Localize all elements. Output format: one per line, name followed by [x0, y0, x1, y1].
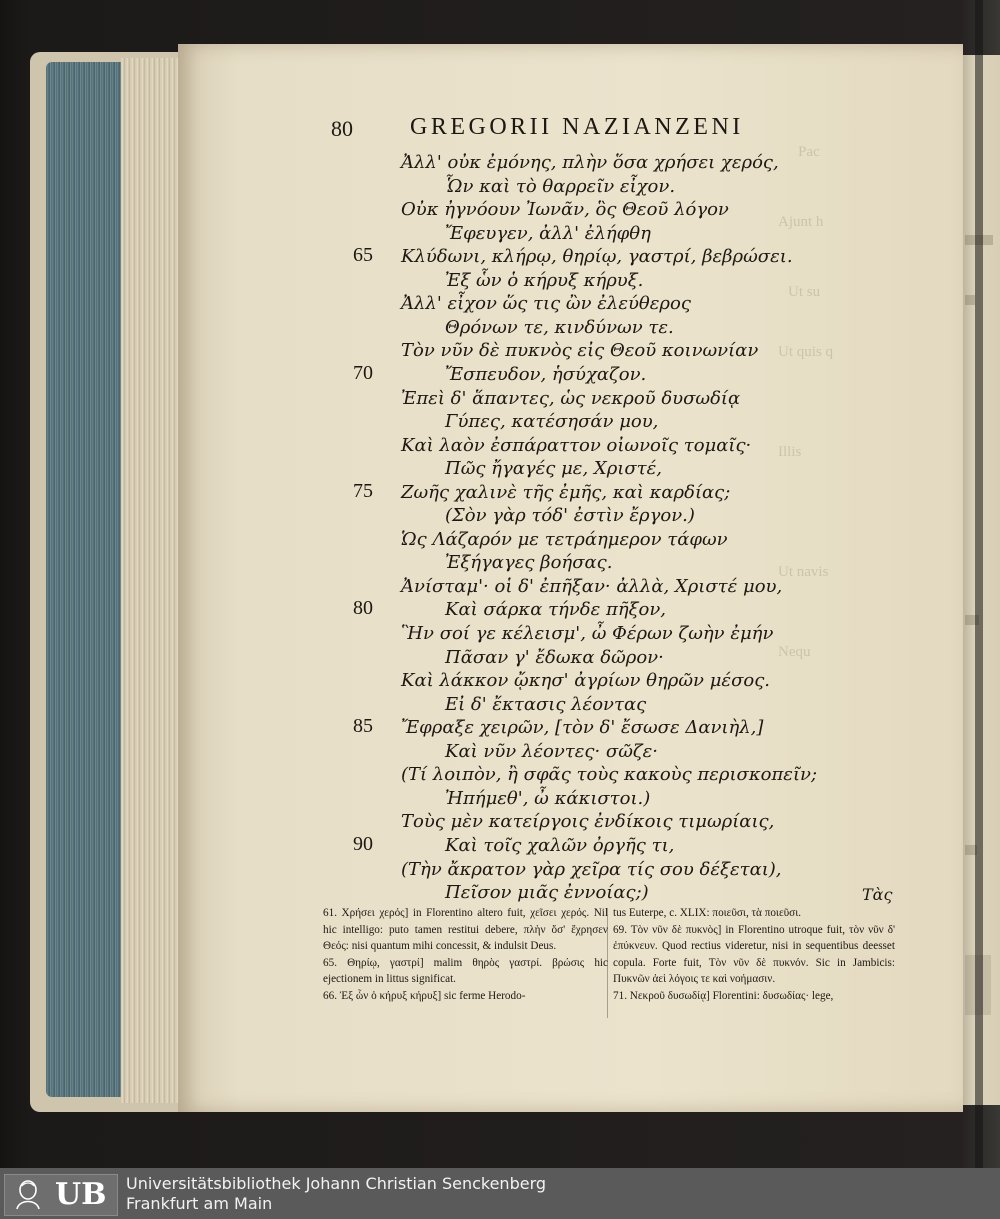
book-page: Pac Ajunt h Ut su Ut quis q Illis Ut navis Nequ — [178, 44, 963, 1112]
verse-line: Κλύδωνι, κλήρῳ, θηρίῳ, γαστρί, βεβρώσει. — [401, 246, 793, 268]
verse-line: Πᾶσαν γ' ἔδωκα δῶρον· — [445, 646, 664, 668]
verse-line: Τὸν νῦν δὲ πυκνὸς εἰς Θεοῦ κοινωνίαν — [401, 340, 759, 362]
footnote: tus Euterpe, c. XLIX: ποιεῦσι, τὰ ποιεῦσι. — [613, 907, 802, 919]
footnote: 69. Τὸν νῦν δὲ πυκνὸς] in Florentino utroque fuit, τὸν νῦν δ' ἐπύκνευν. Quod rectius videretur, nisi in sequentibus deesset copula. Forte fuit, Τὸν νῦν δὲ πυκνόν. Sic in Jambicis: Πυκνῶν ἀεὶ λόγοις τε καὶ νοήμασιν. — [613, 923, 895, 985]
verse-line: (Τί λοιπὸν, ἢ σφᾶς τοὺς κακοὺς περισκοπεῖν; — [401, 764, 818, 786]
verse-line: Πεῖσον μιᾶς ἐννοίας;) — [445, 882, 649, 904]
verse-line: Γύπες, κατέσησάν μου, — [445, 411, 659, 433]
notes-left-column — [323, 905, 608, 1004]
line-number: 90 — [353, 832, 373, 855]
footer-bar — [0, 1168, 1000, 1219]
verse-line: Τοὺς μὲν κατείργοις ἐνδίκοις τιμωρίαις, — [401, 811, 775, 833]
verse-line: Εἰ δ' ἔκτασις λέοντας — [445, 693, 647, 715]
verse-line: (Τὴν ἄκρατον γὰρ χεῖρα τίς σου δέξεται), — [401, 858, 782, 880]
footnote: 61. Χρήσει χερός] in Florentino altero fuit, χεῖσει χερός. Nil hic intelligo: puto tamen restitui debere, πλὴν ὅσ' ἔχρησεν Θεός: nisi quantum mihi concessit, & indulsit Deus. — [323, 907, 608, 952]
verse-line: Ὡς Λάζαρόν με τετράημερον τάφων — [401, 528, 728, 550]
verse-line: Οὐκ ἠγνόουν Ἰωνᾶν, ὃς Θεοῦ λόγον — [401, 199, 729, 221]
line-number: 70 — [353, 361, 373, 384]
verse-line: Πῶς ἤγαγές με, Χριστέ, — [445, 458, 662, 480]
catchword: Τὰς — [862, 885, 893, 904]
verse-line: Ἔσπευδον, ἡσύχαζον. — [445, 363, 647, 385]
line-number: 75 — [353, 479, 373, 502]
verse-line: Ἠπήμεθ', ὦ κάκιστοι.) — [445, 787, 651, 809]
line-number: 80 — [353, 597, 373, 620]
verse-line: Ἀνίσταμ'· οἱ δ' ἐπῆξαν· ἀλλὰ, Χριστέ μου, — [401, 575, 783, 597]
page-stack — [121, 58, 181, 1103]
notes-column-divider — [607, 908, 608, 1018]
verse-line: Καὶ νῦν λέοντες· σῶζε· — [445, 740, 659, 762]
notes-right-column — [613, 905, 895, 1004]
footnote: 71. Νεκροῦ δυσωδίᾳ] Florentini: δυσωδίας· lege, — [613, 989, 834, 1002]
verse-line: Καὶ σάρκα τήνδε πῆξον, — [445, 599, 667, 621]
library-city: Frankfurt am Main — [126, 1194, 273, 1213]
verse-line: Ἔφευγεν, ἀλλ' ἐλήφθη — [445, 222, 651, 244]
verse-line: Ἔφραξε χειρῶν, [τὸν δ' ἔσωσε Δανιὴλ,] — [401, 717, 764, 739]
book-fore-edge — [46, 62, 121, 1097]
scanner-shadow — [975, 0, 983, 1168]
verse-line: Ἣν σοί γε κέλεισμ', ὦ Φέρων ζωὴν ἐμήν — [401, 623, 774, 644]
verse-line: Ἐξ ὧν ὁ κήρυξ κήρυξ. — [445, 269, 644, 291]
footnote: 66. Ἐξ ὧν ὁ κήρυξ κήρυξ] sic ferme Herodo- — [323, 989, 526, 1002]
line-number: 85 — [353, 715, 373, 738]
running-head: GREGORII NAZIANZENI — [410, 114, 744, 140]
logo-text: UB — [55, 1177, 107, 1212]
footnote: 65. Θηρίῳ, γαστρί] malim θηρὸς γαστρί. βρώσις hic ejectionem in littus significat. — [323, 956, 608, 985]
verse-line: Ἀλλ' οὐκ ἐμόνης, πλὴν ὅσα χρήσει χερός, — [401, 152, 779, 173]
verse-line: Θρόνων τε, κινδύνων τε. — [445, 316, 674, 338]
verse-line: Καὶ λάκκον ᾤκησ' ἀγρίων θηρῶν μέσος. — [401, 670, 770, 692]
library-name: Universitätsbibliothek Johann Christian Senckenberg — [126, 1174, 547, 1193]
verse-line: Καὶ τοῖς χαλῶν ὀργῆς τι, — [445, 834, 675, 856]
library-logo[interactable] — [4, 1174, 118, 1216]
portrait-icon — [13, 1178, 43, 1210]
page-number: 80 — [331, 116, 353, 141]
verse-line: (Σὸν γὰρ τόδ' ἐστὶν ἔργον.) — [445, 505, 695, 527]
verse-line: Ὧν καὶ τὸ θαρρεῖν εἶχον. — [445, 175, 676, 197]
verse-line: Καὶ λαὸν ἐσπάραττον οἰωνοῖς τομαῖς· — [401, 434, 752, 456]
verse-line: Ἐπεὶ δ' ἅπαντες, ὡς νεκροῦ δυσωδίᾳ — [401, 387, 741, 409]
verse-line: Ἐξήγαγες βοήσας. — [445, 552, 613, 574]
verse-line: Ζωῆς χαλινὲ τῆς ἐμῆς, καὶ καρδίας; — [401, 481, 731, 503]
line-number: 65 — [353, 244, 373, 267]
verse-line: Ἀλλ' εἶχον ὥς τις ὢν ἐλεύθερος — [401, 293, 691, 315]
